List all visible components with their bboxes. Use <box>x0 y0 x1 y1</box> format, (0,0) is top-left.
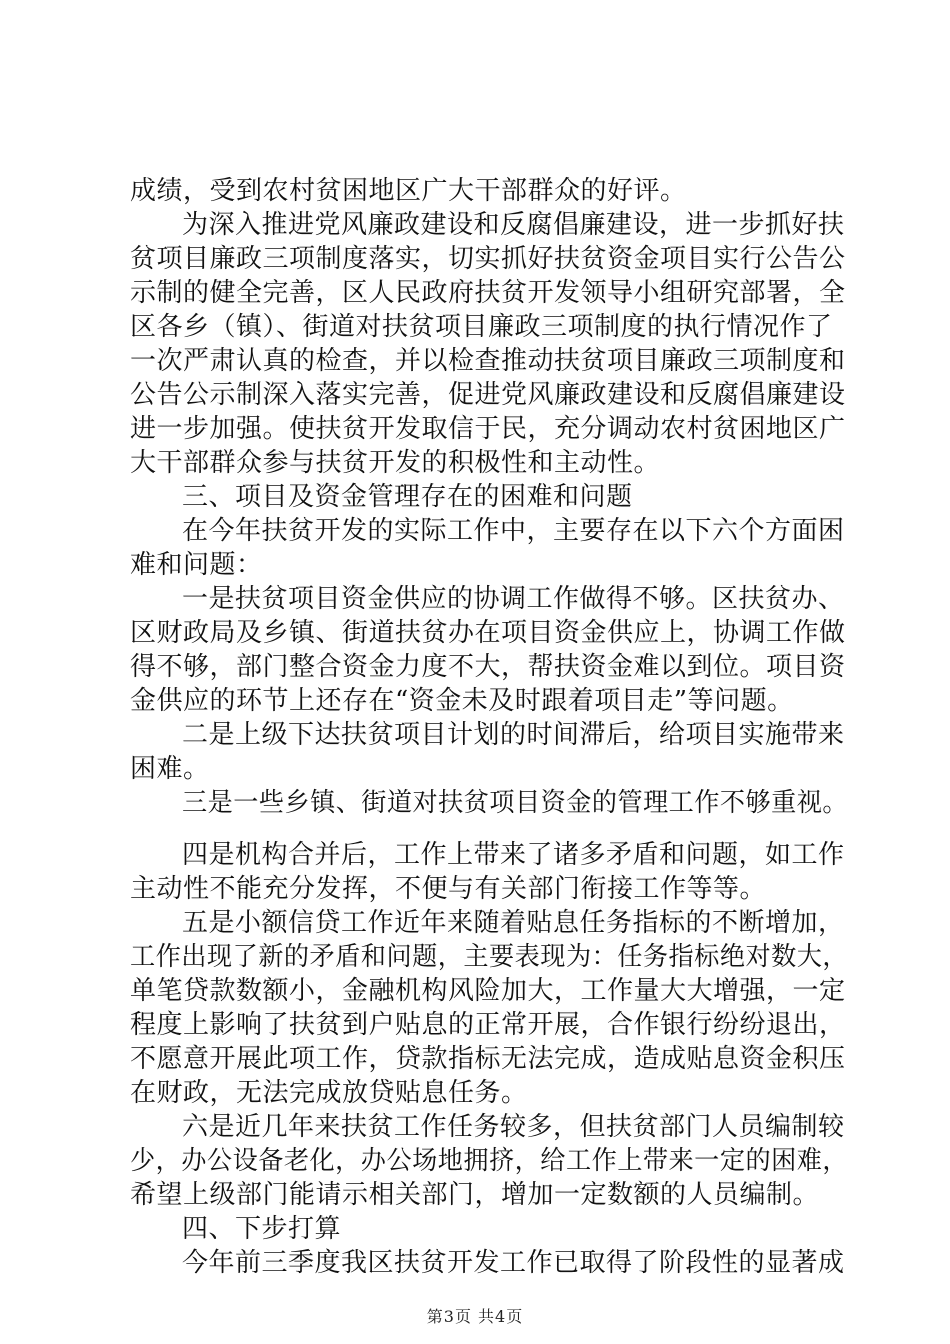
text-line: 难和问题： <box>130 550 263 580</box>
text-line: 程度上影响了扶贫到户贴息的正常开展，合作银行纷纷退出， <box>130 1010 846 1040</box>
text-line: 主动性不能充分发挥，不便与有关部门衔接工作等等。 <box>130 874 767 904</box>
text-line: 单笔贷款数额小，金融机构风险加大，工作量大大增强，一定 <box>130 976 846 1006</box>
text-line: 在财政，无法完成放贷贴息任务。 <box>130 1078 528 1108</box>
text-line: 四是机构合并后，工作上带来了诸多矛盾和问题，如工作 <box>182 840 845 870</box>
text-line: 成绩，受到农村贫困地区广大干部群众的好评。 <box>130 176 687 206</box>
section-heading: 四、下步打算 <box>182 1214 342 1244</box>
text-line: 希望上级部门能请示相关部门，增加一定数额的人员编制。 <box>130 1180 820 1210</box>
text-line: 大干部群众参与扶贫开发的积极性和主动性。 <box>130 448 661 478</box>
text-line: 区财政局及乡镇、街道扶贫办在项目资金供应上，协调工作做 <box>130 618 846 648</box>
text-line: 六是近几年来扶贫工作任务较多，但扶贫部门人员编制较 <box>182 1112 845 1142</box>
text-line: 示制的健全完善，区人民政府扶贫开发领导小组研究部署，全 <box>130 278 846 308</box>
text-line: 在今年扶贫开发的实际工作中，主要存在以下六个方面困 <box>182 516 845 546</box>
text-line: 进一步加强。使扶贫开发取信于民，充分调动农村贫困地区广 <box>130 414 846 444</box>
text-line: 少，办公设备老化，办公场地拥挤，给工作上带来一定的困难， <box>130 1146 849 1176</box>
text-line: 公告公示制深入落实完善，促进党风廉政建设和反腐倡廉建设 <box>130 380 846 410</box>
text-line: 五是小额信贷工作近年来随着贴息任务指标的不断增加， <box>182 908 845 938</box>
text-line: 一次严肃认真的检查，并以检查推动扶贫项目廉政三项制度和 <box>130 346 846 376</box>
text-line: 金供应的环节上还存在“资金未及时跟着项目走”等问题。 <box>130 686 794 716</box>
text-line: 不愿意开展此项工作，贷款指标无法完成，造成贴息资金积压 <box>130 1044 846 1074</box>
text-line: 一是扶贫项目资金供应的协调工作做得不够。区扶贫办、 <box>182 584 845 614</box>
text-line: 区各乡（镇）、街道对扶贫项目廉政三项制度的执行情况作了 <box>130 312 833 342</box>
text-line: 为深入推进党风廉政建设和反腐倡廉建设，进一步抓好扶 <box>182 210 845 240</box>
page-number-footer: 第3页 共4页 <box>426 1307 524 1326</box>
text-line: 困难。 <box>130 754 210 784</box>
section-heading: 三、项目及资金管理存在的困难和问题 <box>182 482 633 512</box>
text-line: 三是一些乡镇、街道对扶贫项目资金的管理工作不够重视。 <box>182 788 849 818</box>
text-line: 得不够，部门整合资金力度不大，帮扶资金难以到位。项目资 <box>130 652 846 682</box>
text-line: 二是上级下达扶贫项目计划的时间滞后，给项目实施带来 <box>182 720 845 750</box>
text-line: 今年前三季度我区扶贫开发工作已取得了阶段性的显著成 <box>182 1248 845 1278</box>
text-line: 贫项目廉政三项制度落实，切实抓好扶贫资金项目实行公告公 <box>130 244 846 274</box>
text-line: 工作出现了新的矛盾和问题，主要表现为：任务指标绝对数大， <box>130 942 849 972</box>
